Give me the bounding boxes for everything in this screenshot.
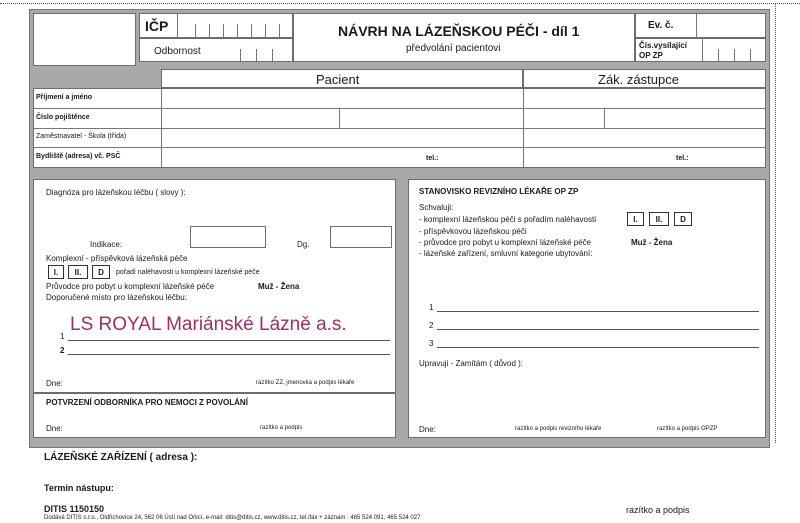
right-item-2: - příspěvkovou lázeňskou péči xyxy=(419,227,527,236)
cut-line-top xyxy=(0,3,800,4)
indikace-input[interactable] xyxy=(190,226,266,248)
odbornost-field[interactable] xyxy=(139,38,293,62)
stanovisko-label: STANOVISKO REVIZNÍHO LÉKAŘE OP ZP xyxy=(419,187,579,196)
title-box xyxy=(293,13,635,62)
op-zp-label: OP ZP xyxy=(639,51,663,60)
patient-tel-label: tel.: xyxy=(426,155,439,162)
cis-vysilajici-label: Čís.vysílající xyxy=(639,41,688,50)
ev-cislo-field[interactable] xyxy=(635,13,766,38)
right-priority-box-2[interactable]: II. xyxy=(649,212,669,226)
razitko-zz-label: razítko ZZ, jmenovka a podpis lékaře xyxy=(256,380,355,386)
right-priority-box-1[interactable]: I. xyxy=(627,212,644,226)
patient-rows xyxy=(33,88,766,168)
place-line-2-number: 2 xyxy=(60,346,65,355)
right-dne-label: Dne: xyxy=(419,425,436,434)
supplier-info: Dodává DITIS s.r.o., Oldřichovice 24, 562 06 Ústí nad Orlicí, e-mail: ditis@ditis.cz, www.ditis.cz, tel./fax + záznam : 465 524 091, 465 524 027 xyxy=(44,515,421,521)
doporucene-label: Doporučené místo pro lázeňskou léčbu: xyxy=(46,293,187,302)
right-muz-zena-label: Muž - Žena xyxy=(631,238,673,247)
left-priority-box-d[interactable]: D xyxy=(92,265,110,279)
diagnosis-panel xyxy=(33,179,396,393)
facility-line-2-number: 2 xyxy=(429,321,434,330)
patient-table xyxy=(33,69,766,168)
stamp-box xyxy=(33,13,136,66)
footer-razitko-label: razítko a podpis xyxy=(626,505,690,515)
guardian-col-header xyxy=(523,69,766,88)
handwritten-spa-name: LS ROYAL Mariánské Lázně a.s. xyxy=(70,314,347,335)
employer-label: Zaměstnavatel - Škola (třída) xyxy=(36,133,127,140)
left-priority-box-2[interactable]: II. xyxy=(68,265,88,279)
termin-nastupu-label: Termín nástupu: xyxy=(44,483,114,493)
patient-header: Pacient xyxy=(316,72,360,87)
ditis-code: DITIS 1150150 xyxy=(44,504,105,514)
right-item-3: - průvodce pro pobyt u komplexní lázeňské péče xyxy=(419,238,592,247)
muz-zena-label: Muž - Žena xyxy=(258,282,300,291)
razitko-revizniho-label: razítko a podpis revizního lékaře xyxy=(515,426,602,432)
dg-input[interactable] xyxy=(330,226,392,248)
razitko-opzp-label: razítko a podpis OPZP xyxy=(657,426,718,432)
cis-vysilajici-field[interactable] xyxy=(635,38,766,62)
spa-care-form xyxy=(29,9,770,448)
ev-c-label: Ev. č. xyxy=(648,20,674,31)
surname-label: Příjmení a jméno xyxy=(36,94,93,101)
occupational-razitko-label: razítko a podpis xyxy=(260,425,303,431)
guardian-tel-label: tel.: xyxy=(676,155,689,162)
icp-label: IČP xyxy=(145,18,169,34)
upravuji-label: Upravuji - Zamítám ( důvod ): xyxy=(419,359,524,368)
odbornost-label: Odbornost xyxy=(154,46,201,57)
facility-line-1-number: 1 xyxy=(429,303,434,312)
potvrzeni-label: POTVRZENÍ ODBORNÍKA PRO NEMOCI Z POVOLÁNÍ xyxy=(46,398,248,407)
insurance-number-label: Číslo pojištěnce xyxy=(36,114,90,121)
right-priority-box-d[interactable]: D xyxy=(674,212,692,226)
form-title: NÁVRH NA LÁZEŇSKOU PÉČI - díl 1 xyxy=(338,23,580,39)
komplexni-label: Komplexní - příspěvková lázeňská péče xyxy=(46,254,188,263)
indikace-label: Indikace: xyxy=(90,240,123,249)
pruvodce-label: Průvodce pro pobyt u komplexní lázeňské péče xyxy=(46,282,215,291)
guardian-header: Zák. zástupce xyxy=(598,72,679,87)
patient-col-header xyxy=(161,69,523,88)
lazenske-zarizeni-label: LÁZEŇSKÉ ZAŘÍZENÍ ( adresa ): xyxy=(44,452,198,463)
right-item-1: - komplexní lázeňskou péči s pořadím naléhavosti xyxy=(419,215,596,224)
facility-line-3-number: 3 xyxy=(429,339,434,348)
occupational-dne-label: Dne: xyxy=(46,424,63,433)
diagnoza-label: Diagnóza pro lázeňskou léčbu ( slovy ): xyxy=(46,188,186,197)
form-subtitle: předvolání pacientovi xyxy=(406,43,501,54)
address-label: Bydliště (adresa) vč. PSČ xyxy=(36,153,121,160)
revision-panel xyxy=(408,179,766,438)
poradi-label: pořadí naléhavosti u komplexní lázeňské péče xyxy=(116,269,260,276)
schvaluji-label: Schvaluji: xyxy=(419,203,454,212)
place-line-1-number: 1 xyxy=(60,332,65,341)
dg-label: Dg. xyxy=(297,240,310,249)
left-dne-label: Dne: xyxy=(46,379,63,388)
icp-field[interactable] xyxy=(139,13,293,38)
left-priority-box-1[interactable]: I. xyxy=(48,265,64,279)
occupational-panel xyxy=(33,393,396,438)
cut-line-right xyxy=(775,3,776,443)
right-item-4: - lázeňské zařízení, smluvní kategorie ubytování: xyxy=(419,249,593,258)
